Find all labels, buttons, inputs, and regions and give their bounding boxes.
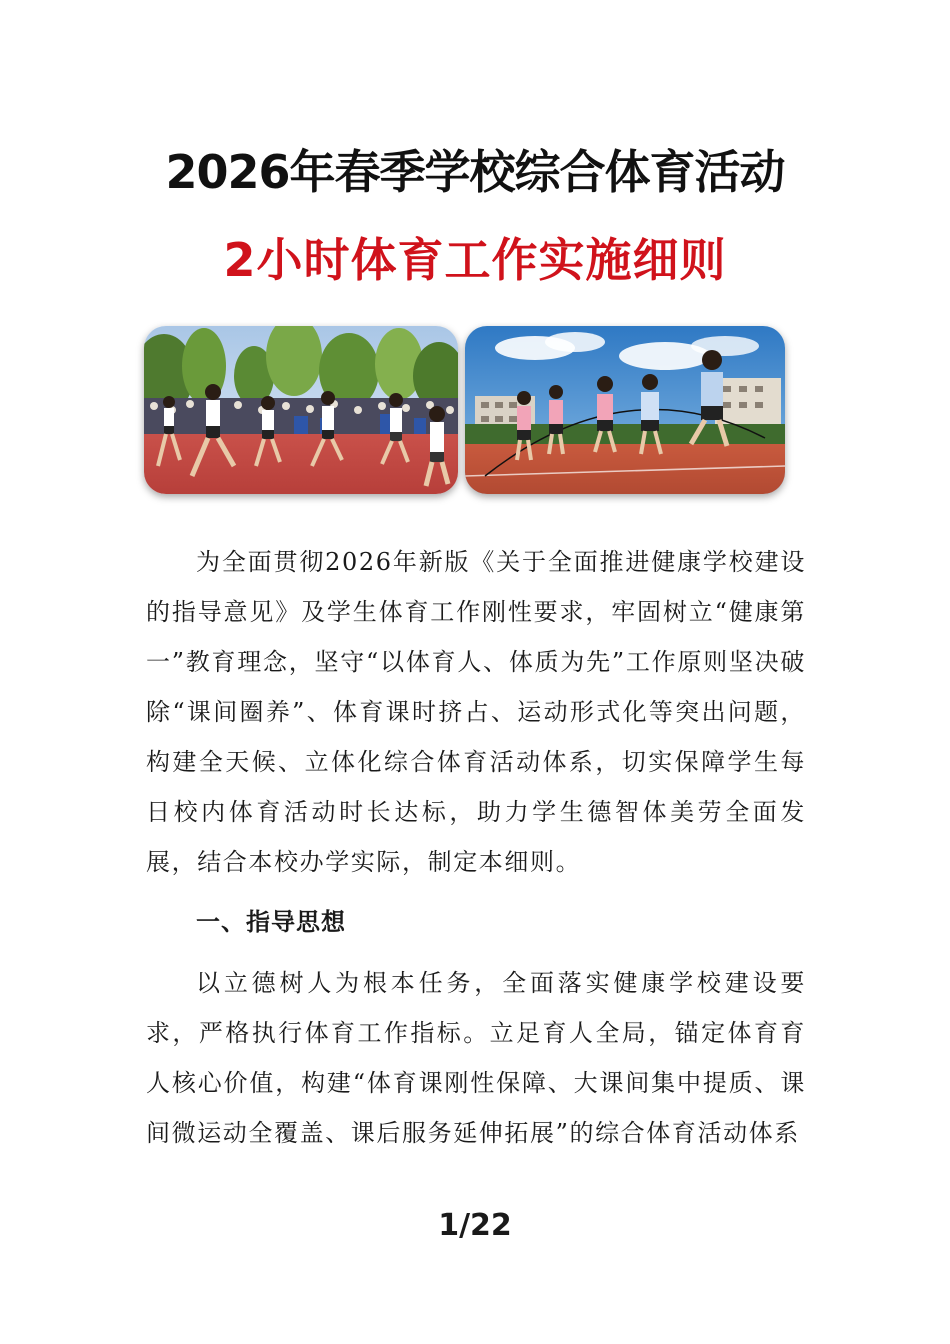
section-heading-guiding-ideology: 一、指导思想	[196, 908, 346, 936]
intro-paragraph: 为全面贯彻2026年新版《关于全面推进健康学校建设的指导意见》及学生体育工作刚性要求，牢固树立“健康第一”教育理念，坚守“以体育人、体质为先”工作原则坚决破除“课间圈养”、体育课时挤占、运动形式化等突出问题，构建全天候、立体化综合体育活动体系，切实保障学生每日校内体育活动时长达标，助力学生德智体美劳全面发展，结合本校办学实际，制定本细则。	[146, 548, 806, 876]
guiding-ideology-paragraph: 以立德树人为根本任务，全面落实健康学校建设要求，严格执行体育工作指标。立足育人全局，锚定体育育人核心价值，构建“体育课刚性保障、大课间集中提质、课间微运动全覆盖、课后服务延伸拓展”的综合体育活动体系	[146, 969, 806, 1147]
document-title: 2026年春季学校综合体育活动	[165, 145, 785, 199]
running-photo	[144, 326, 458, 494]
document-subtitle: 2小时体育工作实施细则	[223, 233, 727, 287]
page-number: 1/22	[438, 1208, 512, 1243]
jump-rope-photo	[465, 326, 785, 494]
